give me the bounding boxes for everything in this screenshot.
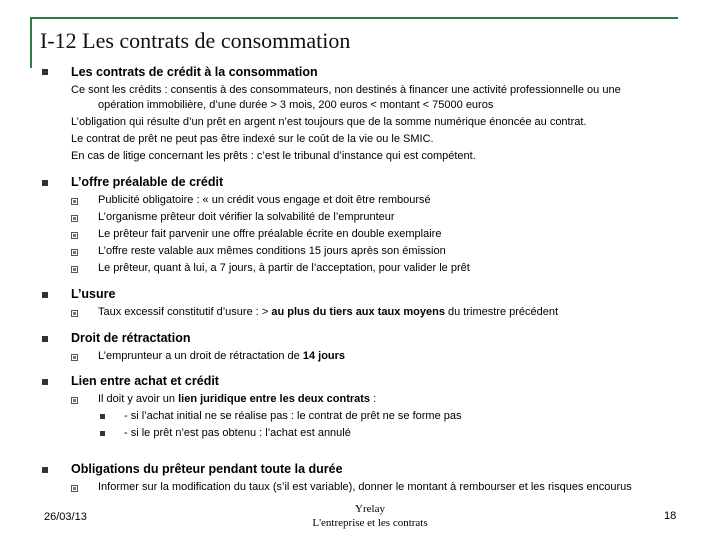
bullet-checkbox-icon [71, 354, 78, 361]
list-item-lien-juridique: Il doit y avoir un lien juridique entre les deux contrats : [98, 393, 377, 405]
bullet-checkbox-icon [71, 397, 78, 404]
paragraph-litige: En cas de litige concernant les prêts : c’est le tribunal d’instance qui est compétent. [71, 150, 476, 162]
list-item-delai-preteur: Le prêteur, quant à lui, a 7 jours, à partir de l’acceptation, pour valider le prêt [98, 262, 470, 274]
list-item-solvabilite: L’organisme prêteur doit vérifier la solvabilité de l’emprunteur [98, 211, 395, 223]
bullet-checkbox-icon [71, 232, 78, 239]
section-heading-obligations-preteur: Obligations du prêteur pendant toute la durée [71, 462, 343, 476]
bullet-square-icon [100, 414, 105, 419]
paragraph-obligation: L’obligation qui résulte d’un prêt en argent n’est toujours que de la somme numérique énoncée au contrat. [71, 116, 587, 128]
bullet-checkbox-icon [71, 215, 78, 222]
paragraph-indexation: Le contrat de prêt ne peut pas être indexé sur le coût de la vie ou le SMIC. [71, 133, 434, 145]
list-item-retractation: L’emprunteur a un droit de rétractation de 14 jours [98, 350, 346, 362]
bullet-checkbox-icon [71, 249, 78, 256]
bullet-square-icon [42, 336, 48, 342]
slide-title: I-12 Les contrats de consommation [40, 28, 351, 53]
bullet-checkbox-icon [71, 266, 78, 273]
list-item-validite: L’offre reste valable aux mêmes conditions 15 jours après son émission [98, 245, 446, 257]
bullet-checkbox-icon [71, 485, 78, 492]
sub-item-pret-non-obtenu: - si le prêt n’est pas obtenu : l’achat est annulé [124, 427, 351, 439]
bullet-square-icon [42, 292, 48, 298]
list-item-informer: Informer sur la modification du taux (s’il est variable), donner le montant à rembourser et les risques encourus [98, 481, 632, 493]
section-heading-usure: L’usure [71, 287, 116, 301]
footer-author: Yrelay [355, 503, 385, 515]
sub-item-achat-non-realise: - si l’achat initial ne se réalise pas : le contrat de prêt ne se forme pas [124, 410, 462, 422]
bullet-square-icon [42, 180, 48, 186]
paragraph-definition-line2: opération immobilière, d’une durée > 3 mois, 200 euros < montant < 75000 euros [98, 99, 494, 111]
section-heading-lien-achat-credit: Lien entre achat et crédit [71, 374, 219, 388]
bullet-square-icon [100, 431, 105, 436]
footer-subtitle: L'entreprise et les contrats [312, 517, 428, 529]
bullet-checkbox-icon [71, 310, 78, 317]
list-item-usure: Taux excessif constitutif d’usure : > au plus du tiers aux taux moyens du trimestre précédent [98, 306, 559, 318]
page-number: 18 [664, 510, 677, 522]
bullet-square-icon [42, 467, 48, 473]
paragraph-definition-line1: Ce sont les crédits : consentis à des consommateurs, non destinés à financer une activité professionnelle ou une [71, 84, 621, 96]
footer-date: 26/03/13 [44, 511, 87, 523]
section-heading-retractation: Droit de rétractation [71, 331, 191, 345]
bullet-square-icon [42, 69, 48, 75]
list-item-publicite: Publicité obligatoire : « un crédit vous engage et doit être remboursé [98, 194, 431, 206]
section-heading-offre-prealable: L’offre préalable de crédit [71, 175, 224, 189]
list-item-offre-ecrite: Le prêteur fait parvenir une offre préalable écrite en double exemplaire [98, 228, 442, 240]
footer-center [300, 502, 440, 530]
bullet-square-icon [42, 379, 48, 385]
bullet-checkbox-icon [71, 198, 78, 205]
section-heading-credit-consommation: Les contrats de crédit à la consommation [71, 65, 318, 79]
